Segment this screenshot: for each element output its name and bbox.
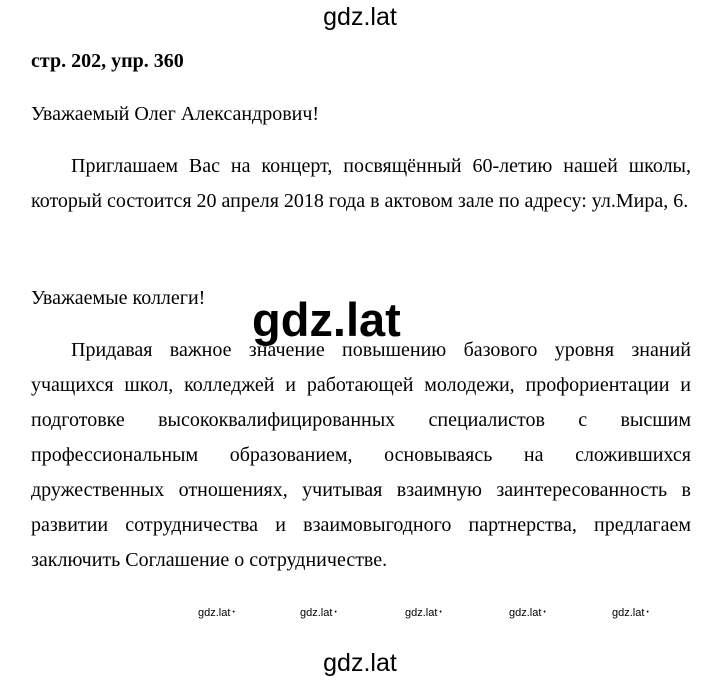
exercise-heading: стр. 202, упр. 360 <box>31 50 184 72</box>
watermark-small: gdz.lat • <box>612 606 649 620</box>
letter2-body: Придавая важное значение повышению базового уровня знаний учащихся школ, колледжей и работающей молодежи, профориентации и подготовке высококвалифицированных специалистов с высшим профессиональным образованием, основываясь на сложившихся дружественных отношениях, учитывая взаимную заинтересованность в развитии сотрудничества и взаимовыгодного партнерства, предлагаем заключить Соглашение о сотрудничестве. <box>31 339 691 571</box>
watermark-small: gdz.lat • <box>300 606 337 620</box>
site-header: gdz.lat <box>323 3 397 31</box>
watermark-small: gdz.lat • <box>509 606 546 620</box>
watermark-small: gdz.lat • <box>405 606 442 620</box>
site-footer: gdz.lat <box>323 649 397 677</box>
watermark-center: gdz.lat <box>252 293 401 346</box>
watermark-small: gdz.lat • <box>198 606 235 620</box>
letter1-greeting: Уважаемый Олег Александрович! <box>31 103 320 125</box>
letter1-body: Приглашаем Вас на концерт, посвящённый 60-летию нашей школы, который состоится 20 апреля 2018 года в актовом зале по адресу: ул.Мира, 6. <box>31 155 691 212</box>
letter2-greeting: Уважаемые коллеги! <box>31 287 206 309</box>
